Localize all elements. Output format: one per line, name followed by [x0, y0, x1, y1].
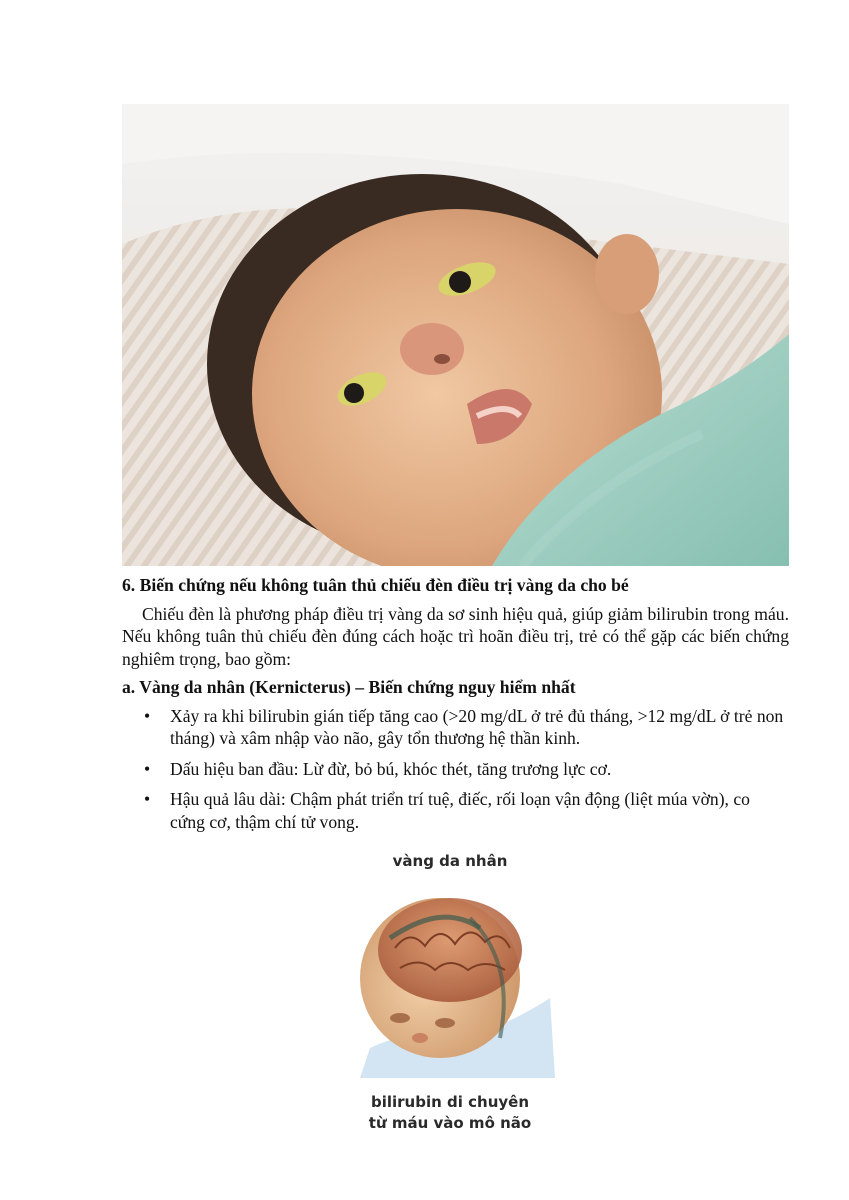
baby-photo-illustration [122, 104, 789, 566]
figure-caption-line: từ máu vào mô não [368, 1114, 532, 1132]
kernicterus-figure [330, 848, 570, 1148]
subsection-heading: a. Vàng da nhân (Kernicterus) – Biến chứng nguy hiểm nhất [122, 677, 576, 697]
article-body [122, 574, 789, 841]
baby-brain-image [350, 878, 560, 1078]
list-item: • Xảy ra khi bilirubin gián tiếp tăng cao (>20 mg/dL ở trẻ đủ tháng, >12 mg/dL ở trẻ non tháng) và xâm nhập vào não, gây tổn thương hệ thần kinh. [122, 705, 789, 750]
brain-illustration [350, 878, 560, 1078]
list-item: • Dấu hiệu ban đầu: Lừ đừ, bỏ bú, khóc thét, tăng trương lực cơ. [122, 758, 789, 781]
figure-caption-top: vàng da nhân [392, 852, 508, 870]
list-item: • Hậu quả lâu dài: Chậm phát triển trí tuệ, điếc, rối loạn vận động (liệt múa vờn), co cứng cơ, thậm chí tử vong. [122, 788, 789, 833]
figure-caption-line: bilirubin di chuyên [371, 1093, 529, 1111]
complication-list [122, 705, 789, 834]
intro-paragraph: Chiếu đèn là phương pháp điều trị vàng da sơ sinh hiệu quả, giúp giảm bilirubin trong máu. Nếu không tuân thủ chiếu đèn đúng cách hoặc trì hoãn điều trị, trẻ có thể gặp các biến chứng nghiêm trọng, bao gồm: [122, 603, 789, 669]
figure-caption-bottom [330, 1092, 570, 1134]
section-heading: 6. Biến chứng nếu không tuân thủ chiếu đèn điều trị vàng da cho bé [122, 575, 629, 595]
jaundiced-baby-photo [122, 104, 789, 566]
